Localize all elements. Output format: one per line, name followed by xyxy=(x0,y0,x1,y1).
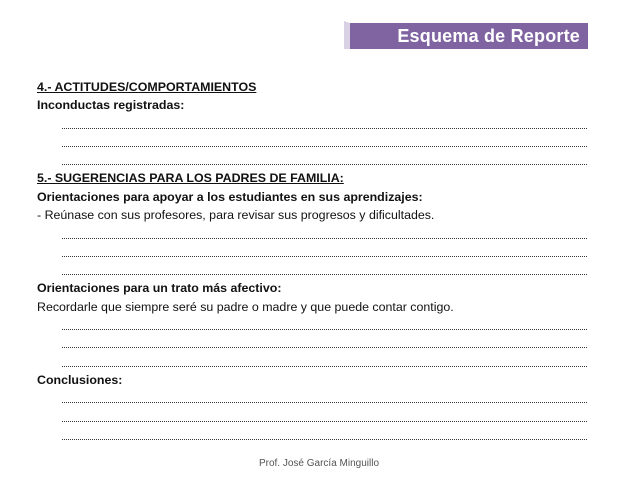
dotted-line xyxy=(62,316,587,334)
learning-support-text: - Reúnase con sus profesores, para revisar sus progresos y dificultades. xyxy=(37,208,435,223)
dotted-line xyxy=(62,426,587,444)
dotted-line xyxy=(62,407,587,425)
dotted-line xyxy=(62,334,587,352)
inconductas-label: Inconductas registradas: xyxy=(37,98,185,113)
affection-label: Orientaciones para un trato más afectivo: xyxy=(37,281,282,296)
conclusions-label: Conclusiones: xyxy=(37,372,123,387)
section-4-heading: 4.- ACTITUDES/COMPORTAMIENTOS xyxy=(37,80,257,94)
dotted-line xyxy=(62,352,587,370)
section-5-heading: 5.- SUGERENCIAS PARA LOS PADRES DE FAMILIA: xyxy=(37,171,344,186)
dotted-line xyxy=(62,243,587,261)
dotted-line xyxy=(62,224,587,242)
dotted-line xyxy=(62,389,587,407)
dotted-line xyxy=(62,151,587,169)
dotted-line xyxy=(62,261,587,279)
dotted-line xyxy=(62,115,587,133)
learning-support-label: Orientaciones para apoyar a los estudiantes en sus aprendizajes: xyxy=(37,189,423,204)
title-banner xyxy=(344,21,588,49)
dotted-line xyxy=(62,133,587,151)
affection-text: Recordarle que siempre seré su padre o madre y que puede contar contigo. xyxy=(37,299,454,314)
footer-author: Prof. José García Minguillo xyxy=(258,458,380,469)
page-title: Esquema de Reporte xyxy=(397,26,580,46)
report-content xyxy=(37,78,597,444)
